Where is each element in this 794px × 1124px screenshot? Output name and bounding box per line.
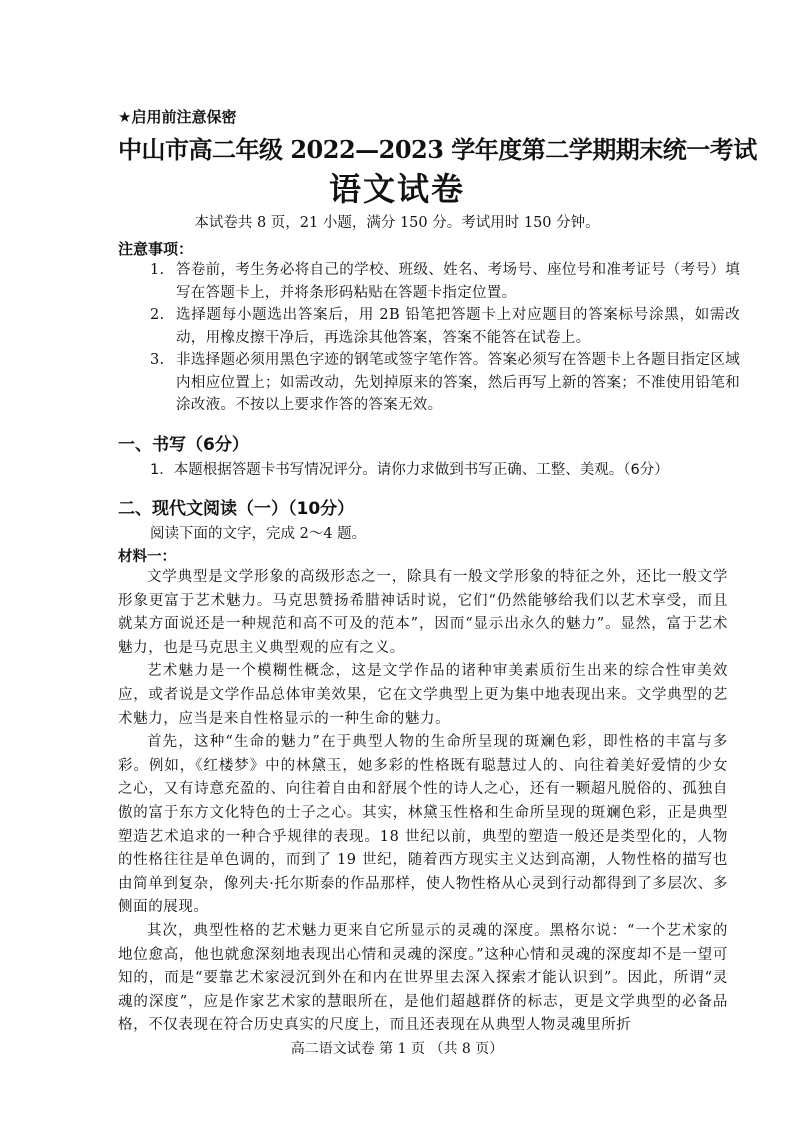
section-2-heading: 二、现代文阅读（一）（10分） (118, 499, 355, 519)
note-text: 答卷前，考生务必将自己的学校、班级、姓名、考场号、座位号和准考证号（考号）填写在答题卡上，并将条形码粘贴在答题卡指定位置。 (176, 262, 740, 301)
note-number: 2. (150, 307, 165, 323)
note-item (150, 304, 740, 349)
note-number: 1. (150, 262, 165, 278)
section-1-heading: 一、书写（6分） (118, 435, 249, 455)
note-item (150, 259, 740, 304)
paragraph: 其次，典型性格的艺术魅力更来自它所显示的灵魂的深度。黑格尔说：“一个艺术家的地位愈高，他也就愈深刻地表现出心情和灵魂的深度。”这种心情和灵魂的深度却不是一望可知的，而是“要靠艺术家浸沉到外在和内在世界里去深入探索才能认识到”。因此，所谓“灵魂的深度”，应是作家艺术家的慧眼所在，是他们超越群侪的标志，更是文学典型的必备品格，不仅表现在符合历史真实的尺度上，而且还表现在从典型人物灵魂里所折 (118, 922, 728, 1034)
exam-title: 中山市高二年级 2022—2023 学年度第二学期期末统一考试 (118, 135, 757, 164)
note-text: 非选择题必须用黑色字迹的钢笔或签字笔作答。答案必须写在答题卡上各题目指定区域内相应位置上；如需改动，先划掉原来的答案，然后再写上新的答案；不准使用铅笔和涂改液。不按以上要求作答的答案无效。 (176, 352, 740, 413)
material-label: 材料一： (118, 548, 176, 565)
note-text: 选择题每小题选出答案后，用 2B 铅笔把答题卡上对应题目的答案标号涂黑，如需改动，用橡皮擦干净后，再选涂其他答案，答案不能答在试卷上。 (176, 307, 740, 346)
page-footer: 高二语文试卷 第 1 页 （共 8 页） (290, 1041, 504, 1057)
paragraph: 文学典型是文学形象的高级形态之一，除具有一般文学形象的特征之外，还比一般文学形象更富于艺术魅力。马克思赞扬希腊神话时说，它们“仍然能够给我们以艺术享受，而且就某方面说还是一种规范和高不可及的范本”，因而“显示出永久的魅力”。显然，富于艺术魅力，也是马克思主义典型观的应有之义。 (118, 569, 728, 656)
paragraph: 艺术魅力是一个模糊性概念，这是文学作品的诸种审美素质衍生出来的综合性审美效应，或者说是文学作品总体审美效果，它在文学典型上更为集中地表现出来。文学典型的艺术魅力，应当是来自性格显示的一种生命的魅力。 (118, 663, 728, 727)
note-number: 3. (150, 352, 165, 368)
note-item (150, 349, 740, 417)
question-1: 1．本题根据答题卡书写情况评分。请你力求做到书写正确、工整、美观。（6分） (150, 462, 669, 478)
subject-title: 语文试卷 (328, 170, 465, 208)
reading-instruction: 阅读下面的文字，完成 2～4 题。 (150, 526, 367, 542)
notes-heading: 注意事项： (118, 240, 194, 258)
confidential-notice: ★启用前注意保密 (118, 108, 237, 126)
exam-info: 本试卷共 8 页，21 小题，满分 150 分。考试用时 150 分钟。 (194, 215, 600, 231)
material-one-text (118, 566, 728, 1038)
paragraph: 首先，这种“生命的魅力”在于典型人物的生命所呈现的斑斓色彩，即性格的丰富与多彩。例如，《红楼梦》中的林黛玉，她多彩的性格既有聪慧过人的、向往着美好爱情的少女之心，又有诗意充盈的、向往着自由和舒展个性的诗人之心，还有一颗超凡脱俗的、孤独自傲的富于东方文化特色的士子之心。其实，林黛玉性格和生命所呈现的斑斓色彩，正是典型塑造艺术追求的一种合乎规律的表现。18 世纪以前，典型的塑造一般还是类型化的，人物的性格往往是单色调的，而到了 19 世纪，随着西方现实主义达到高潮，人物性格的描写也由简单到复杂，像列夫·托尔斯泰的作品那样，使人物性格从心灵到行动都得到了多层次、多侧面的展现。 (118, 734, 728, 916)
notes-list (150, 259, 740, 417)
